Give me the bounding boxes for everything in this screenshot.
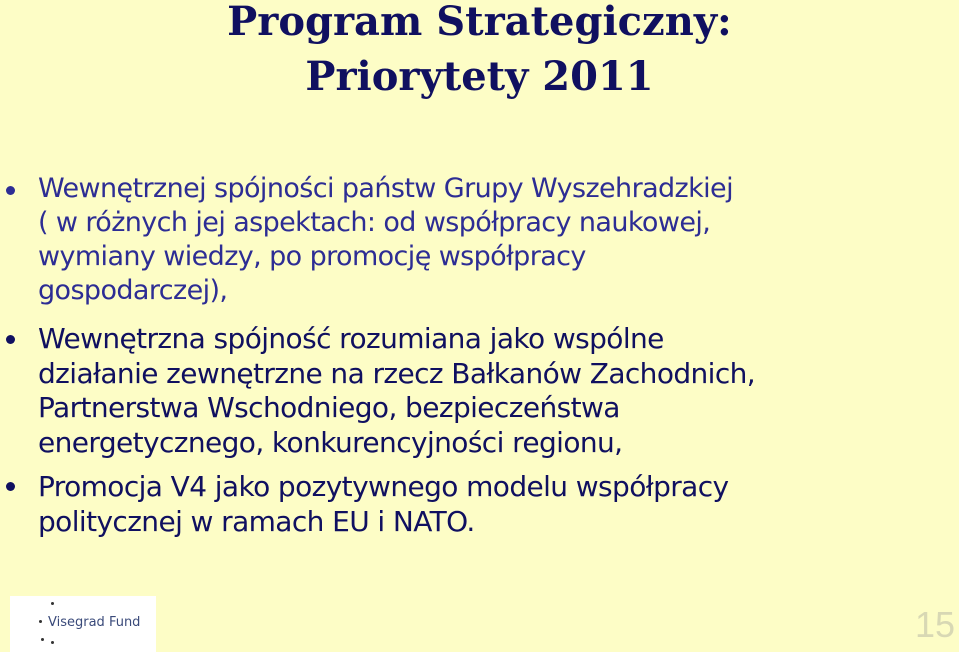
visegrad-fund-logo [10,596,156,652]
bullet-text: Promocja V4 jako pozytywnego modelu współpracy politycznej w ramach EU i NATO. [38,470,729,538]
logo-text: Visegrad Fund [48,615,141,630]
page-number: 15 [914,604,955,645]
logo-dot-icon [39,620,42,623]
logo-dot-icon [41,638,44,641]
logo-dot-icon [51,602,54,605]
bullet-text: Wewnętrznej spójności państw Grupy Wyszehradzkiej ( w różnych jej aspektach: od współpracy naukowej, wymiany wiedzy, po promocję współpracy gospodarczej), [38,173,733,306]
bullet-dot-icon [6,186,15,195]
logo-dot-icon [51,641,54,644]
bullet-dot-icon [6,482,15,491]
bullet-text: Wewnętrzna spójność rozumiana jako wspólne działanie zewnętrzne na rzecz Bałkanów Zachodnich, Partnerstwa Wschodniego, bezpieczeństwa energetycznego, konkurencyjności regionu, [38,322,756,459]
bullet-dot-icon [6,335,15,344]
title-line-2: Priorytety 2011 [305,53,654,100]
title-line-1: Program Strategiczny: [227,0,732,45]
